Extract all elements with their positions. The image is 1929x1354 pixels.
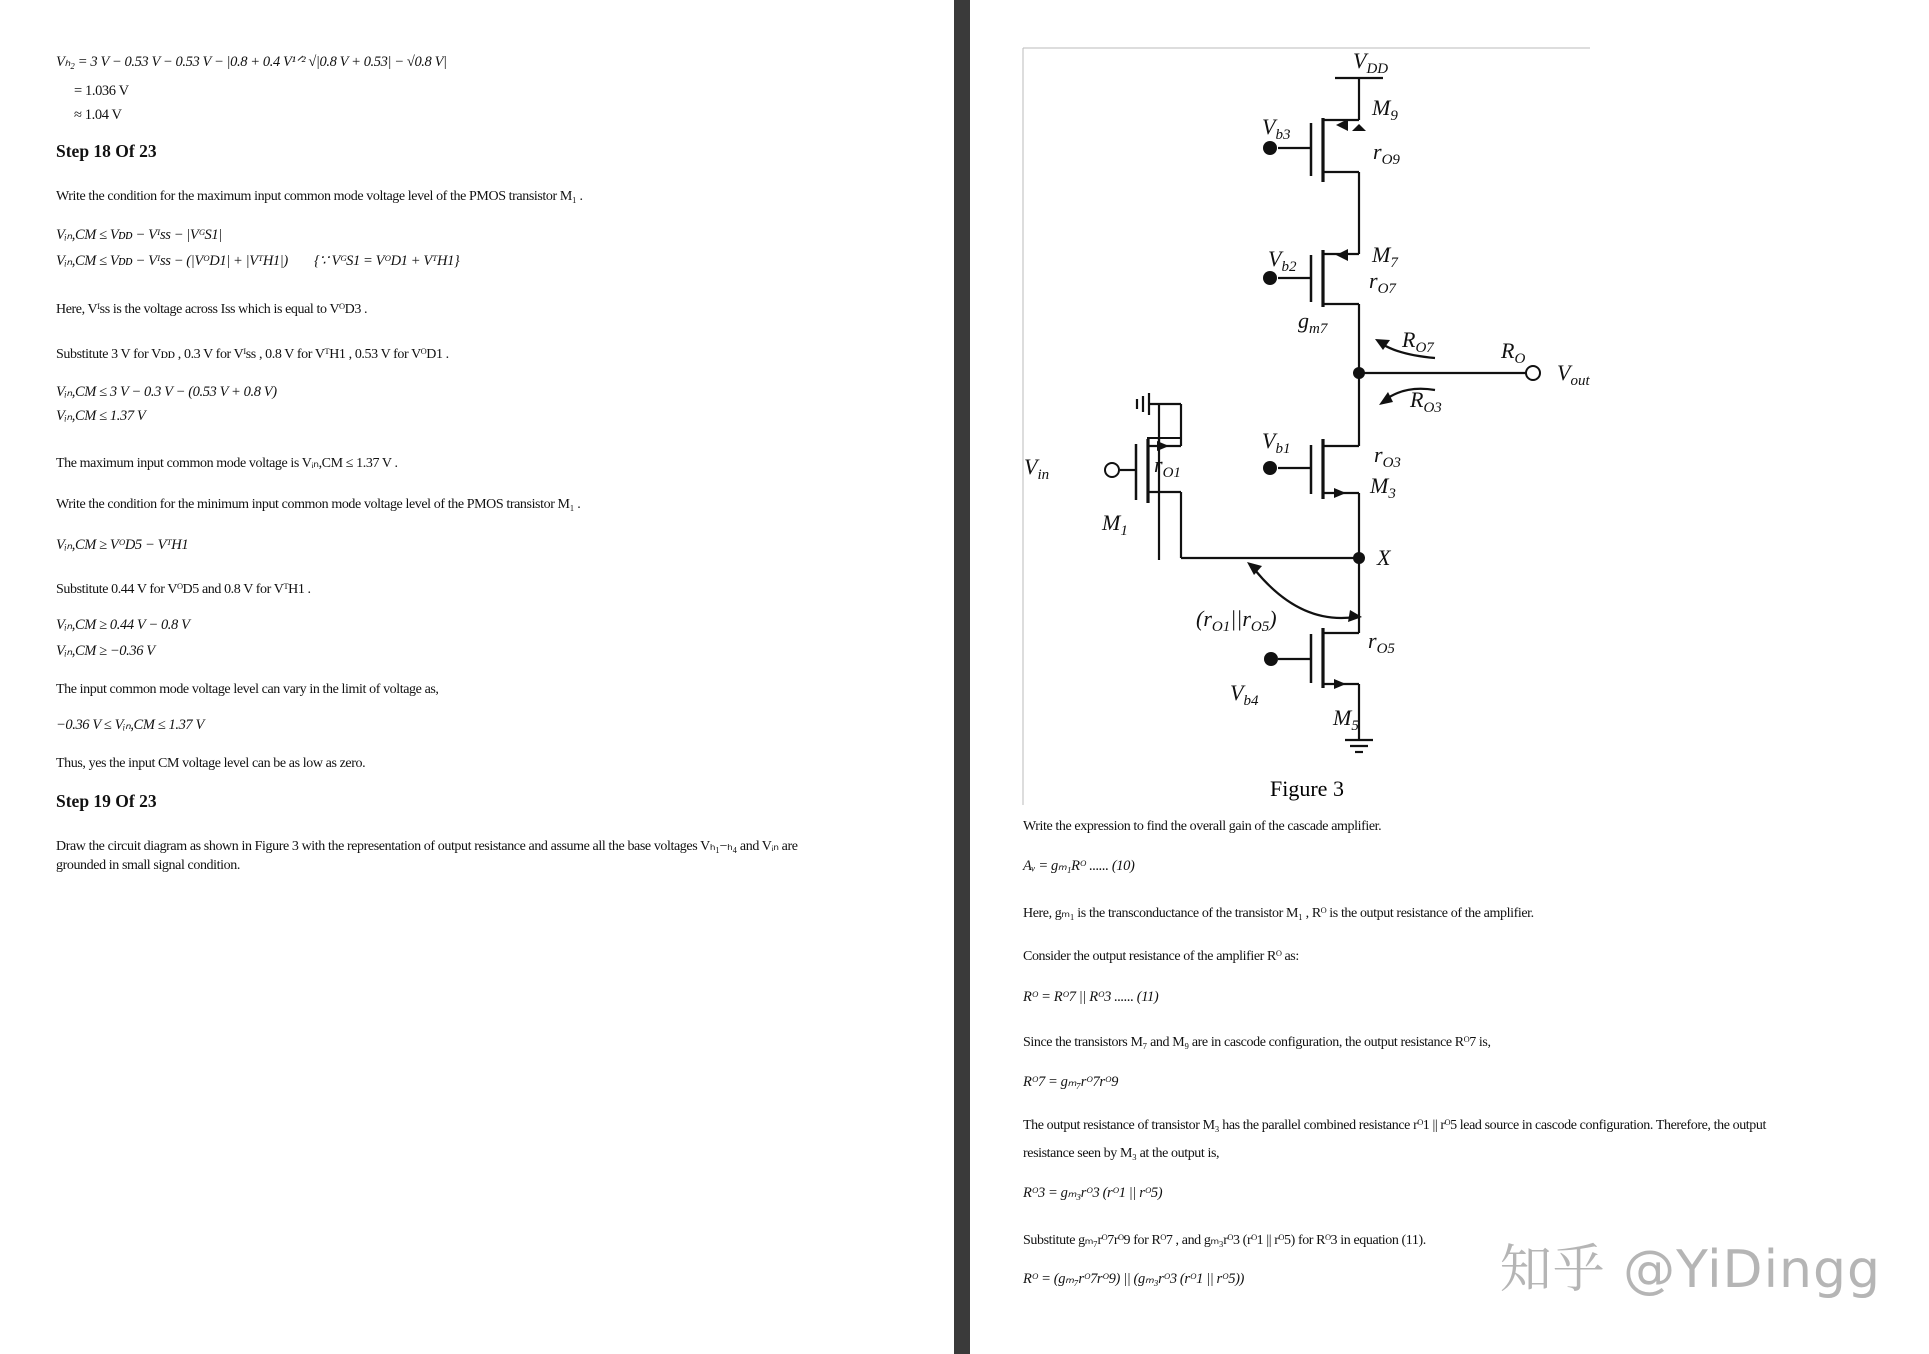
equation: Rᴼ7 = gₘ₇rᴼ7rᴼ9 <box>1023 1074 1118 1090</box>
label-vb4: $V_{b4}$ <box>1230 680 1259 709</box>
paragraph: Thus, yes the input CM voltage level can be as low as zero. <box>56 756 366 771</box>
paragraph: Write the condition for the minimum input common mode voltage level of the PMOS transistor M₁ . <box>56 497 581 512</box>
paragraph: Substitute 0.44 V for VᴼD5 and 0.8 V for VᵀH1 . <box>56 582 311 597</box>
equation: Vᵢₙ,CM ≤ Vᴅᴅ − Vᴵss − (|VᴼD1| + |VᵀH1|) <box>56 253 288 269</box>
equation: Rᴼ3 = gₘ₃rᴼ3 (rᴼ1 || rᴼ5) <box>1023 1185 1163 1201</box>
right-page <box>970 0 1929 1354</box>
label-vout: $V_{out}$ <box>1557 360 1590 389</box>
step-19-heading: Step 19 Of 23 <box>56 791 157 811</box>
label-R-o3: $R_{O3}$ <box>1410 387 1442 416</box>
equation-note: {∵ VᴳS1 = VᴼD1 + VᵀH1} <box>314 253 460 269</box>
paragraph: Here, Vᴵss is the voltage across Iss which is equal to VᴼD3 . <box>56 302 368 317</box>
left-page <box>0 0 954 1354</box>
paragraph: resistance seen by M₃ at the output is, <box>1023 1146 1220 1161</box>
label-m1: $M_1$ <box>1102 510 1128 539</box>
figure-caption: Figure 3 <box>1270 776 1344 801</box>
paragraph: Substitute gₘ₇rᴼ7rᴼ9 for Rᴼ7 , and gₘ₃rᴼ3 (rᴼ1 || rᴼ5) for Rᴼ3 in equation (11). <box>1023 1233 1426 1248</box>
equation: Vᵢₙ,CM ≤ 3 V − 0.3 V − (0.53 V + 0.8 V) <box>56 384 277 400</box>
label-parallel-resistance: $(r_{O1}||r_{O5})$ <box>1196 606 1277 635</box>
paragraph: Write the condition for the maximum input common mode voltage level of the PMOS transistor M₁ . <box>56 189 583 204</box>
label-R-o7: $R_{O7}$ <box>1402 327 1434 356</box>
equation: Vᵢₙ,CM ≤ Vᴅᴅ − Vᴵss − |VᴳS1| <box>56 227 222 243</box>
paragraph: Write the expression to find the overall gain of the cascade amplifier. <box>1023 819 1382 834</box>
paragraph: Draw the circuit diagram as shown in Figure 3 with the representation of output resistance and assume all the base voltages Vₕ₁−ₕ₄ and Vᵢₙ are <box>56 839 798 854</box>
watermark: 知乎 @YiDingg <box>1499 1240 1881 1300</box>
label-vin: $V_{in}$ <box>1024 454 1050 483</box>
equation: Aᵥ = gₘ₁Rᴼ ...... (10) <box>1023 858 1135 874</box>
paragraph: Since the transistors M₇ and M₉ are in cascode configuration, the output resistance Rᴼ7 is, <box>1023 1035 1491 1050</box>
label-ro7: $r_{O7}$ <box>1369 268 1396 297</box>
label-m5: $M_5$ <box>1333 705 1359 734</box>
figure-3-circuit-diagram <box>970 0 1929 820</box>
label-vb1: $V_{b1}$ <box>1262 428 1291 457</box>
paragraph: grounded in small signal condition. <box>56 858 240 873</box>
equation: Vᵢₙ,CM ≤ 1.37 V <box>56 408 146 424</box>
equation-vb2: Vₕ₂ = 3 V − 0.53 V − 0.53 V − |0.8 + 0.4 V¹ᐟ² √|0.8 V + 0.53| − √0.8 V| <box>56 54 447 70</box>
equation: Rᴼ = Rᴼ7 || Rᴼ3 ...... (11) <box>1023 989 1159 1005</box>
step-18-heading: Step 18 Of 23 <box>56 141 157 161</box>
paragraph: The input common mode voltage level can vary in the limit of voltage as, <box>56 682 439 697</box>
label-ro1: $r_{O1}$ <box>1154 452 1181 481</box>
label-R-o: $R_O$ <box>1501 338 1526 367</box>
label-ro3: $r_{O3}$ <box>1374 442 1401 471</box>
equation-vb2-result: = 1.036 V <box>74 83 129 99</box>
equation: −0.36 V ≤ Vᵢₙ,CM ≤ 1.37 V <box>56 717 204 733</box>
label-vdd: $V_{DD}$ <box>1353 48 1389 77</box>
equation: Vᵢₙ,CM ≥ VᴼD5 − VᵀH1 <box>56 537 189 553</box>
label-ro5: $r_{O5}$ <box>1368 628 1395 657</box>
label-vb3: $V_{b3}$ <box>1262 114 1291 143</box>
equation: Rᴼ = (gₘ₇rᴼ7rᴼ9) || (gₘ₃rᴼ3 (rᴼ1 || rᴼ5)) <box>1023 1271 1244 1287</box>
label-m7: $M_7$ <box>1372 242 1398 271</box>
paragraph: The maximum input common mode voltage is Vᵢₙ,CM ≤ 1.37 V . <box>56 456 398 471</box>
label-ro9: $r_{O9}$ <box>1373 139 1400 168</box>
label-m9: $M_9$ <box>1372 95 1398 124</box>
label-vb2: $V_{b2}$ <box>1268 246 1297 275</box>
paragraph: Consider the output resistance of the amplifier Rᴼ as: <box>1023 949 1299 964</box>
equation: Vᵢₙ,CM ≥ 0.44 V − 0.8 V <box>56 617 190 633</box>
paragraph: Here, gₘ₁ is the transconductance of the transistor M₁ , Rᴼ is the output resistance of the amplifier. <box>1023 906 1534 921</box>
equation-vb2-approx: ≈ 1.04 V <box>74 107 122 123</box>
equation: Vᵢₙ,CM ≥ −0.36 V <box>56 643 155 659</box>
label-x: X <box>1377 545 1391 570</box>
paragraph: Substitute 3 V for Vᴅᴅ , 0.3 V for Vᴵss , 0.8 V for VᵀH1 , 0.53 V for VᴼD1 . <box>56 347 449 362</box>
paragraph: The output resistance of transistor M₃ has the parallel combined resistance rᴼ1 || rᴼ5 lead source in cascode configuration. Therefore, the output <box>1023 1118 1766 1133</box>
label-m3: $M_3$ <box>1370 473 1396 502</box>
label-gm7: $g_{m7}$ <box>1298 308 1328 337</box>
